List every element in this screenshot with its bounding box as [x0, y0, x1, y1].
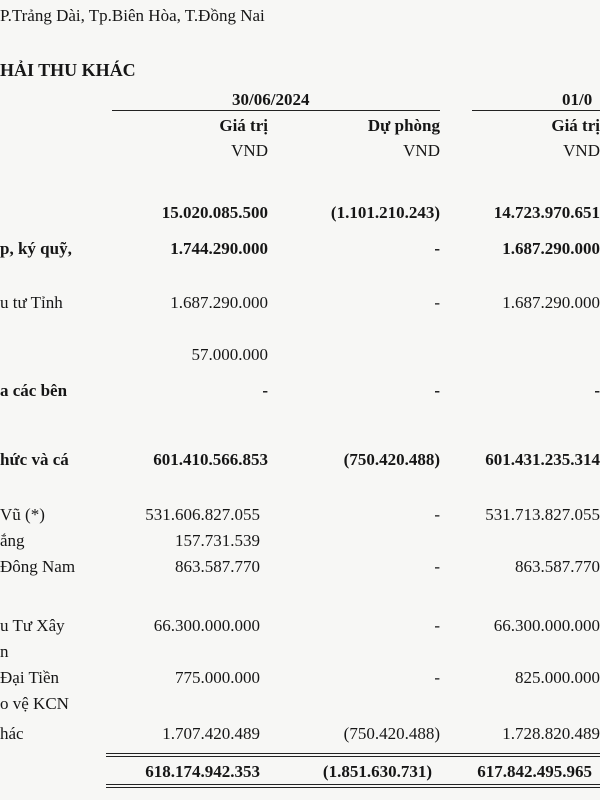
- row-label: ắng: [0, 531, 25, 550]
- row-value: 863.587.770: [175, 557, 260, 576]
- row-value-opening: 1.687.290.000: [502, 293, 600, 312]
- total-top-rule: [106, 753, 600, 754]
- period-underline-current: [112, 110, 440, 111]
- row-value: 531.606.827.055: [145, 505, 260, 524]
- row-provision: -: [434, 557, 440, 576]
- row-value: 66.300.000.000: [153, 616, 260, 635]
- row-value: 601.410.566.853: [153, 450, 268, 469]
- row-label: Vũ (*): [0, 505, 45, 524]
- row-value-opening: 1.687.290.000: [502, 239, 600, 258]
- total-value: 618.174.942.353: [145, 762, 260, 781]
- row-value: 1.707.420.489: [162, 724, 260, 743]
- row-label: n: [0, 642, 9, 661]
- section-title: HẢI THU KHÁC: [0, 60, 136, 80]
- company-address: P.Trảng Dài, Tp.Biên Hòa, T.Đồng Nai: [0, 6, 265, 25]
- total-value-opening: 617.842.495.965: [477, 762, 592, 781]
- period-underline-opening: [472, 110, 600, 111]
- unit-label: VND: [231, 141, 268, 160]
- total-bottom-rule: [106, 784, 600, 785]
- row-value-opening: 14.723.970.651: [493, 203, 600, 222]
- row-provision: -: [434, 293, 440, 312]
- row-label: o vệ KCN: [0, 694, 69, 713]
- row-provision: -: [434, 668, 440, 687]
- row-value: 1.744.290.000: [170, 239, 268, 258]
- row-label: hức và cá: [0, 450, 69, 469]
- row-provision: -: [434, 616, 440, 635]
- row-label: u Tư Xây: [0, 616, 65, 635]
- row-label: Đông Nam: [0, 557, 76, 576]
- row-value-opening: 66.300.000.000: [493, 616, 600, 635]
- col-header-provision: Dự phòng: [367, 116, 440, 135]
- row-value: 1.687.290.000: [170, 293, 268, 312]
- col-header-value-opening: Giá trị: [551, 116, 600, 135]
- row-value-opening: -: [594, 381, 600, 400]
- row-value: -: [262, 381, 268, 400]
- row-provision: (750.420.488): [343, 724, 440, 743]
- row-label: Đại Tiền: [0, 668, 60, 687]
- period-date-current: 30/06/2024: [232, 90, 310, 109]
- row-value-opening: 863.587.770: [515, 557, 600, 576]
- row-provision: (750.420.488): [343, 450, 440, 469]
- row-value-opening: 531.713.827.055: [485, 505, 600, 524]
- total-top-rule: [106, 756, 600, 757]
- row-value-opening: 825.000.000: [515, 668, 600, 687]
- period-date-opening: 01/0: [562, 90, 593, 109]
- row-provision: -: [434, 239, 440, 258]
- unit-label: VND: [403, 141, 440, 160]
- row-label: hác: [0, 724, 24, 743]
- row-value: 157.731.539: [175, 531, 260, 550]
- row-provision: -: [434, 505, 440, 524]
- row-provision: (1.101.210.243): [330, 203, 440, 222]
- total-bottom-rule: [106, 787, 600, 788]
- col-header-value: Giá trị: [219, 116, 268, 135]
- row-value: 57.000.000: [191, 345, 268, 364]
- row-value: 775.000.000: [175, 668, 260, 687]
- row-value-opening: 601.431.235.314: [485, 450, 600, 469]
- unit-label: VND: [563, 141, 600, 160]
- row-label: u tư Tỉnh: [0, 293, 63, 312]
- total-provision: (1.851.630.731): [322, 762, 432, 781]
- row-provision: -: [434, 381, 440, 400]
- row-label: a các bên: [0, 381, 68, 400]
- row-label: p, ký quỹ,: [0, 239, 72, 258]
- row-value-opening: 1.728.820.489: [502, 724, 600, 743]
- row-value: 15.020.085.500: [161, 203, 268, 222]
